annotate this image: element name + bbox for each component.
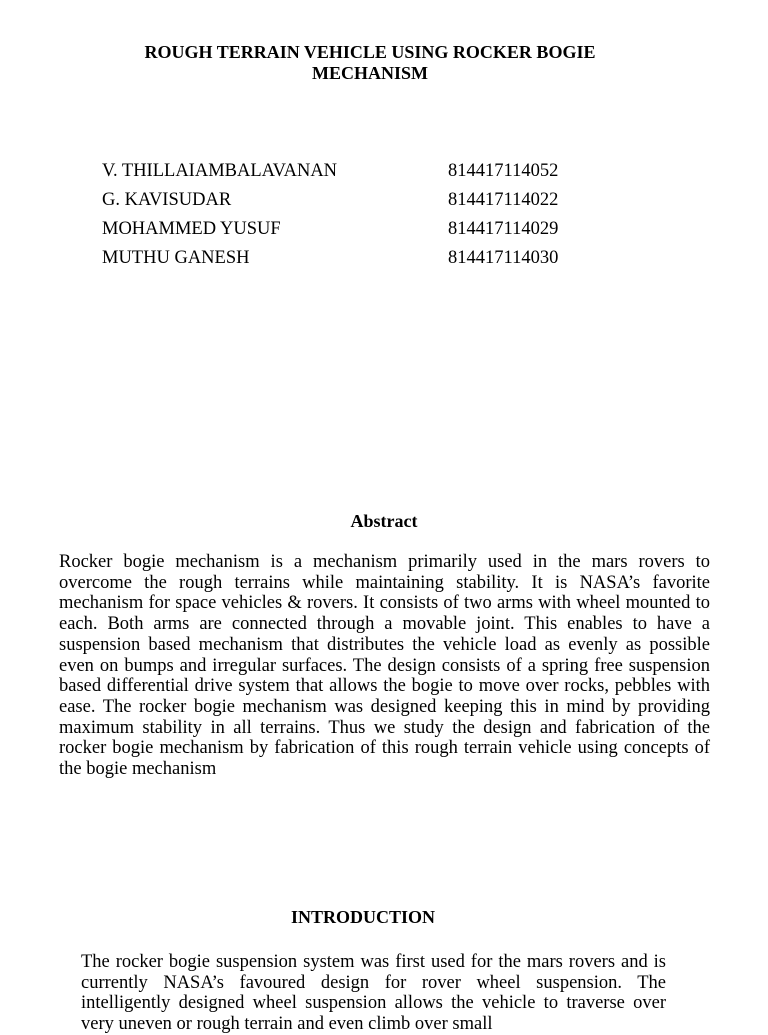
author-name: MOHAMMED YUSUF [102,219,281,239]
author-list [102,157,622,273]
author-row [102,215,622,244]
author-name: V. THILLAIAMBALAVANAN [102,161,338,181]
author-name: MUTHU GANESH [102,248,250,268]
author-row [102,244,622,273]
author-id: 814417114052 [448,161,559,181]
introduction-heading: INTRODUCTION [290,907,436,927]
paper-title: ROUGH TERRAIN VEHICLE USING ROCKER BOGIE MECHANISM [144,42,596,83]
author-row [102,186,622,215]
abstract-heading: Abstract [350,511,418,531]
author-id: 814417114030 [448,248,559,268]
author-id: 814417114029 [448,219,559,239]
introduction-text: The rocker bogie suspension system was first used for the mars rovers and is currently NASA’s favoured design for rover wheel suspension. The intelligently designed wheel suspension allows the vehicle to traverse over very uneven or rough terrain and even climb over small [81,952,666,1035]
abstract-text: Rocker bogie mechanism is a mechanism primarily used in the mars rovers to overcome the rough terrains while maintaining stability. It is NASA’s favorite mechanism for space vehicles & rovers. It consists of two arms with wheel mounted to each. Both arms are connected through a movable joint. This enables to have a suspension based mechanism that distributes the vehicle load as evenly as possible even on bumps and irregular surfaces. The design consists of a spring free suspension based differential drive system that allows the bogie to move over rocks, pebbles with ease. The rocker bogie mechanism was designed keeping this in mind by providing maximum stability in all terrains. Thus we study the design and fabrication of the rocker bogie mechanism by fabrication of this rough terrain vehicle using concepts of the bogie mechanism [59,552,710,780]
author-id: 814417114022 [448,190,559,210]
author-row [102,157,622,186]
author-name: G. KAVISUDAR [102,190,232,210]
